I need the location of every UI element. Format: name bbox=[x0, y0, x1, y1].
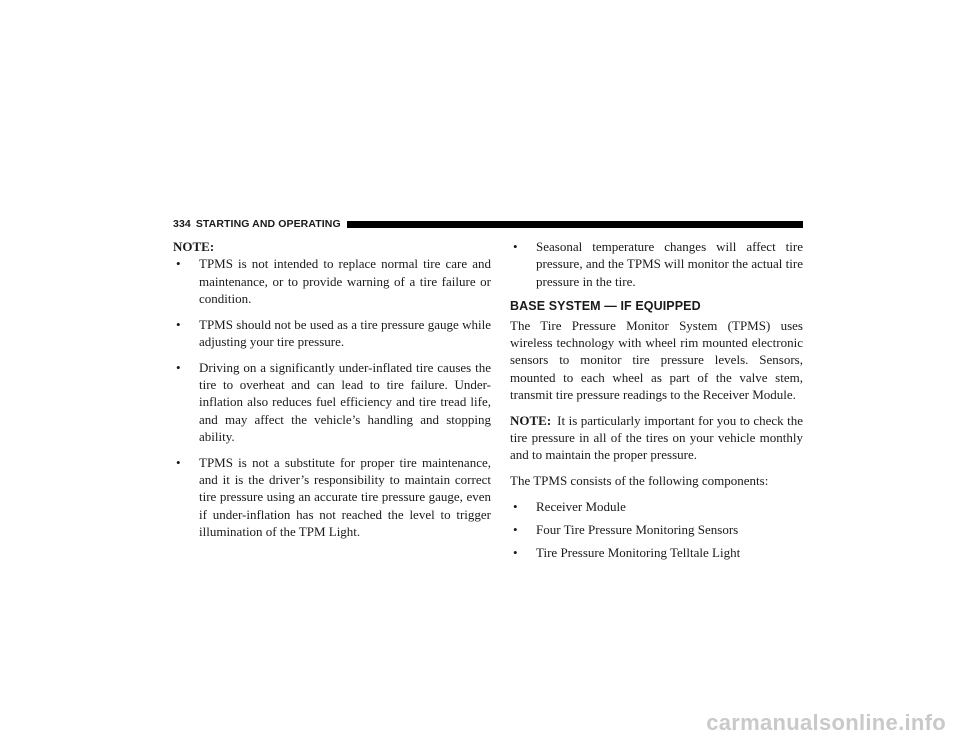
left-column bbox=[173, 238, 491, 549]
component-item: • Tire Pressure Monitoring Telltale Light bbox=[510, 544, 803, 561]
components-list bbox=[510, 498, 803, 562]
note-bullet-list bbox=[173, 255, 491, 540]
components-intro: The TPMS consists of the following components: bbox=[510, 473, 769, 489]
note-bullet: • Driving on a significantly under-inflated tire causes the tire to overheat and can lead to tire failure. Under-inflation also reduces fuel efficiency and tire tread life, and may affect the vehicle’s handling and stopping ability. bbox=[173, 359, 491, 445]
seasonal-bullet-list bbox=[510, 238, 803, 290]
page-number: 334 bbox=[173, 218, 191, 230]
note-bullet: • TPMS should not be used as a tire pressure gauge while adjusting your tire pressure. bbox=[173, 316, 491, 351]
seasonal-bullet: • Seasonal temperature changes will affect tire pressure, and the TPMS will monitor the actual tire pressure in the tire. bbox=[510, 238, 803, 290]
component-item: • Receiver Module bbox=[510, 498, 803, 515]
note-paragraph bbox=[510, 412, 803, 464]
section-title-header: STARTING AND OPERATING bbox=[195, 218, 341, 230]
component-item: • Four Tire Pressure Monitoring Sensors bbox=[510, 521, 803, 538]
header-rule bbox=[347, 221, 803, 228]
page-header bbox=[173, 216, 803, 232]
tpms-description: The Tire Pressure Monitor System (TPMS) uses wireless technology with wheel rim mounted electronic sensors to monitor tire pressure levels. Sensors, mounted to each wheel as part of the valve stem, transmit tire pressure readings to the Receiver Module. bbox=[510, 317, 803, 402]
note-label: NOTE: bbox=[173, 239, 215, 254]
section-heading: BASE SYSTEM — IF EQUIPPED bbox=[510, 299, 701, 314]
note-bullet: • TPMS is not intended to replace normal tire care and maintenance, or to provide warning of a tire failure or condition. bbox=[173, 255, 491, 307]
watermark-text: carmanualsonline.info bbox=[706, 710, 946, 735]
right-column bbox=[510, 238, 803, 568]
note-inline-label: NOTE: bbox=[510, 412, 552, 428]
note-inline-text: It is particularly important for you to check the tire pressure in all of the tires on your vehicle monthly and to maintain the proper pressure. bbox=[510, 412, 803, 463]
header-text bbox=[173, 218, 341, 230]
note-bullet: • TPMS is not a substitute for proper tire maintenance, and it is the driver’s responsibility to maintain correct tire pressure using an accurate tire pressure gauge, even if under-inflation has not reached the level to trigger illumination of the TPM Light. bbox=[173, 454, 491, 540]
